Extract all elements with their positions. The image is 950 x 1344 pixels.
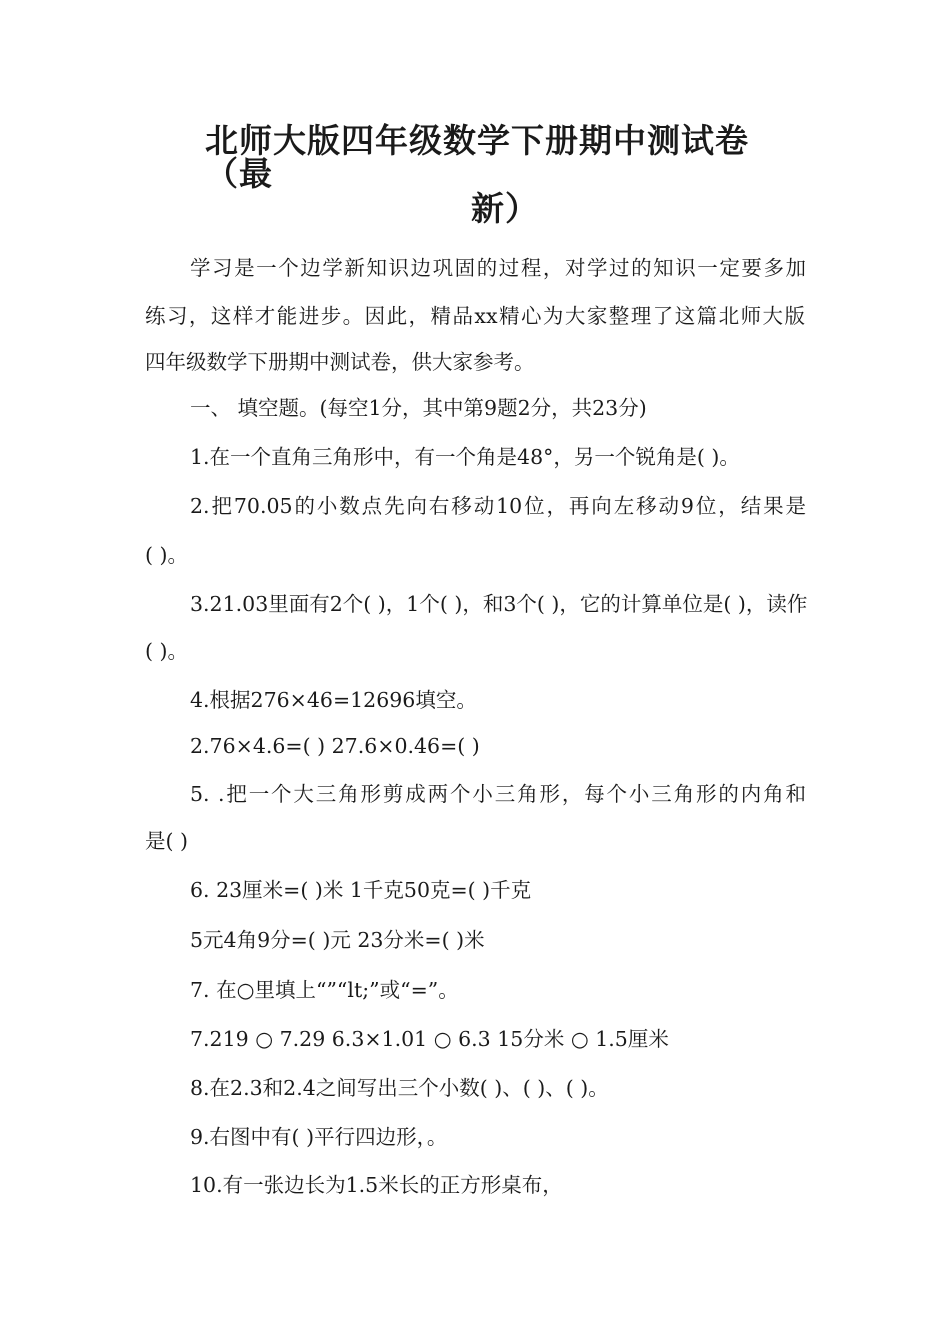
question-4: 4.根据276×46=12696填空。 xyxy=(190,688,477,712)
question-1: 1.在一个直角三角形中，有一个角是48°，另一个锐角是( )。 xyxy=(190,445,740,469)
question-4-blanks: 2.76×4.6=( ) 27.6×0.46=( ) xyxy=(190,734,480,758)
question-2-line-1: 2.把70.05的小数点先向右移动10位，再向左移动9位，结果是 xyxy=(190,494,806,518)
question-6-line-1: 6. 23厘米=( )米 1千克50克=( )千克 xyxy=(190,878,532,902)
question-7-comparisons: 7.219 ○ 7.29 6.3×1.01 ○ 6.3 15分米 ○ 1.5厘米 xyxy=(190,1027,669,1051)
question-6-line-2: 5元4角9分=( )元 23分米=( )米 xyxy=(190,928,485,952)
question-3-line-1: 3.21.03里面有2个( )，1个( )，和3个( )，它的计算单位是( )，读作 xyxy=(190,592,808,616)
question-2-line-2: ( )。 xyxy=(145,543,189,567)
question-5-line-1: 5. .把一个大三角形剪成两个小三角形，每个小三角形的内角和 xyxy=(190,782,806,806)
question-5-line-2: 是( ) xyxy=(145,829,189,853)
document-title-line-1: 北师大版四年级数学下册期中测试卷（最 xyxy=(205,121,749,193)
intro-line-1: 学习是一个边学新知识边巩固的过程，对学过的知识一定要多加 xyxy=(190,256,806,280)
question-8: 8.在2.3和2.4之间写出三个小数( )、( )、( )。 xyxy=(190,1076,609,1100)
document-title-line-2: 新） xyxy=(471,189,539,228)
section-heading: 一、 填空题。(每空1分，其中第9题2分，共23分) xyxy=(190,396,647,420)
question-7: 7. 在○里填上“”“lt;”或“=”。 xyxy=(190,978,459,1002)
intro-line-2: 练习，这样才能进步。因此，精品xx精心为大家整理了这篇北师大版 xyxy=(145,304,805,328)
question-9: 9.右图中有( )平行四边形，。 xyxy=(190,1125,448,1149)
question-3-line-2: ( )。 xyxy=(145,639,189,663)
question-10: 10.有一张边长为1.5米长的正方形桌布， xyxy=(190,1173,563,1197)
intro-line-3: 四年级数学下册期中测试卷，供大家参考。 xyxy=(145,350,535,374)
